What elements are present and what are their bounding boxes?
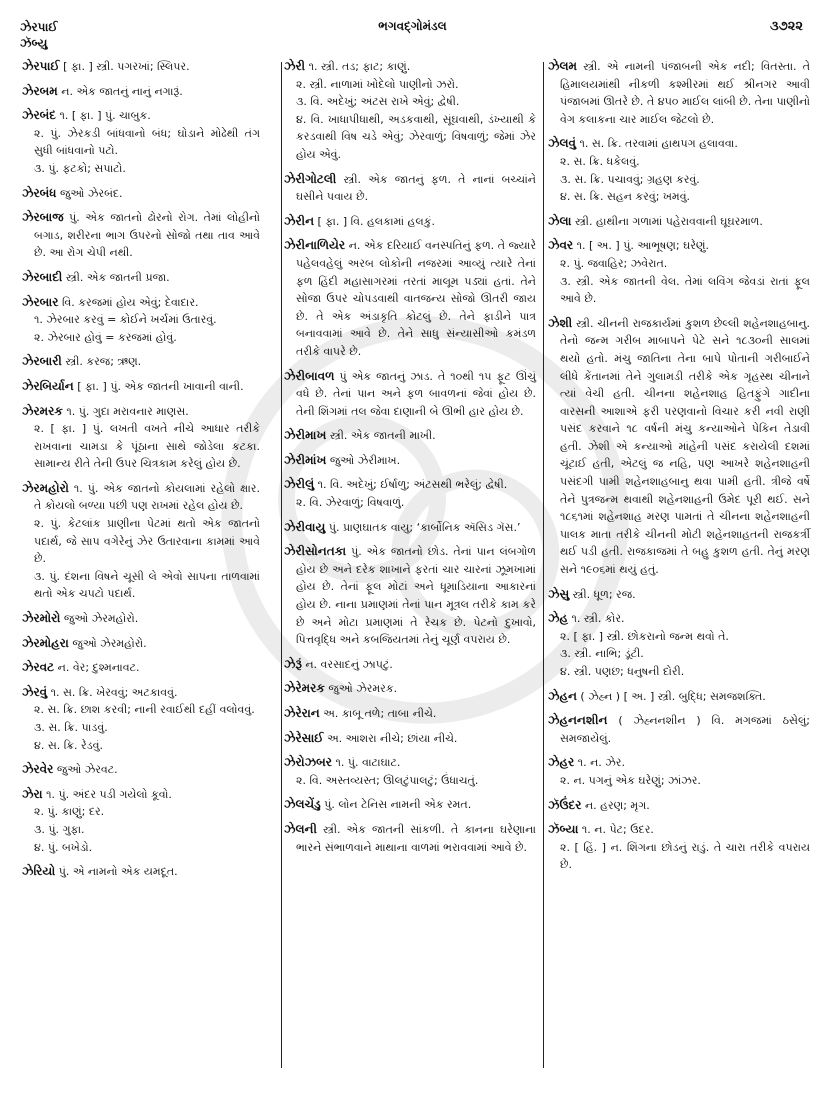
entry-text: ૩. વિ. અદેખું; અંટસ રાખે એવું; દ્વેષી. [296, 95, 460, 109]
entry-text: ૩. પું. ફટકો; સપાટો. [34, 161, 126, 175]
entry-text: સ્ત્રી. એક જાતનું ફળ. તે નાનાં બચ્ચાંને ઘસીને પવાય છે. [296, 172, 536, 204]
entry-sense [22, 568, 260, 603]
entry-sense [22, 701, 260, 719]
column-right [548, 58, 810, 881]
entry-text: ૧. વિ. અદેખું; ઈર્ષાળુ; અંટસથી ભરેલું; દ્વેષી. [317, 478, 508, 492]
entry-headword: ઝેરીગોટલી [284, 171, 337, 186]
entry-definition [548, 315, 810, 579]
entry-headword: ઝૅઉંદર [548, 797, 582, 812]
entry-text: [ ફા. ] વિ. હલકામાં હલકું. [317, 214, 435, 228]
entry-headword: ઝેરબાર [22, 294, 59, 309]
entry-headword: ઝેરબિર્યાન [22, 378, 74, 393]
entry-sense [548, 153, 810, 171]
entry-definition [548, 213, 810, 231]
page-header [0, 0, 825, 52]
entry-definition [284, 237, 536, 360]
entry-headword: ઝેસુ [548, 586, 570, 601]
entry-sense [22, 311, 260, 329]
entry-text: ૨. ઝેરબાર હોવું = કરજમાં હોવું. [34, 330, 177, 344]
entry-definition [284, 821, 536, 856]
entry-definition [284, 705, 536, 723]
entry-sense [284, 111, 536, 164]
entry-headword: ઝેરમોહરા [22, 635, 69, 650]
dictionary-entry [22, 209, 260, 262]
entry-definition [548, 58, 810, 128]
dictionary-entry [22, 294, 260, 347]
entry-text: [ ફા. ] સ્ત્રી. પગરખાં; સ્લિપર. [63, 60, 190, 73]
entry-text: વિ. કરજમાં હોય એવું; દેવાદાર. [61, 295, 199, 309]
entry-text: ૪. પું. બખેડો. [34, 840, 93, 854]
entry-definition [22, 659, 260, 677]
dictionary-entry [284, 368, 536, 421]
entry-headword: ઝેરા [22, 786, 43, 801]
entry-headword: ઝેરીમાખ [284, 428, 327, 443]
entry-headword: ઝેરીસોનતકા [284, 544, 347, 559]
entry-definition [284, 452, 536, 470]
entry-text: ન. વરસાદનું ઝાપટું. [305, 657, 393, 671]
entry-headword: ઝેવર [548, 238, 574, 253]
entry-text: સ્ત્રી. એક જાતની પ્રજા. [65, 270, 170, 284]
entry-definition [284, 427, 536, 445]
entry-definition [284, 730, 536, 748]
entry-definition [548, 586, 810, 604]
entry-definition [284, 754, 536, 772]
entry-text: ૨. પું. જવાહિર; ઝવેરાત. [560, 256, 668, 270]
entry-headword: ઝેલવું [548, 136, 576, 151]
entry-text: ૧. પું. એક જાતનો કોયલામાં રહેલો ક્ષાર. તે કોયલો બળ્યા પછી પણ રાખમાં રહેલ હોય છે. [34, 481, 260, 513]
entry-definition [284, 796, 536, 814]
entry-definition [22, 58, 260, 76]
dictionary-entry [22, 684, 260, 754]
dictionary-entry [548, 237, 810, 307]
dictionary-entry [22, 480, 260, 603]
guide-word-last: ઝૅબ્યુ [20, 36, 48, 50]
entry-definition [284, 656, 536, 674]
dictionary-entry [284, 213, 536, 231]
entry-text: ૧. પું. વાટાઘાટ. [335, 756, 401, 770]
entry-text: જુઓ ઝેરમહોરો. [72, 636, 147, 650]
entry-text: સ્ત્રી. એ નામની પંજાબની એક નદી; વિતસ્તા. તે હિમાલયમાંથી નીકળી કશ્મીરમાં થઈ શ્રીનગર આવી પંજાબમાં ઊતરે છે. તે ૪૫૦ માઈલ લાંબી છે. તેના પાણીનો વેગ કલાકના ચાર માઈલ જેટલો છે. [560, 60, 810, 126]
dictionary-entry [284, 705, 536, 723]
entry-sense [22, 329, 260, 347]
entry-sense [548, 273, 810, 308]
entry-definition [548, 610, 810, 628]
entry-headword: ઝેરબમ [22, 83, 58, 98]
entry-headword: ઝેરવેર [22, 762, 54, 777]
dictionary-entry [22, 659, 260, 677]
dictionary-entry [284, 427, 536, 445]
entry-definition [22, 378, 260, 396]
dictionary-entry [284, 730, 536, 748]
entry-definition [548, 237, 810, 255]
entry-headword: ઝેહનનશીન [548, 713, 608, 728]
dictionary-entry [284, 656, 536, 674]
entry-definition [22, 786, 260, 804]
entry-text: ૧. સ. ક્રિ. ખેરવવું; અટકાવવું. [50, 685, 178, 699]
entry-sense [548, 772, 810, 790]
dictionary-entry [548, 688, 810, 706]
entry-text: ૩. પું. ગુફા. [34, 822, 85, 836]
entry-text: ૧. [ ફા. ] પું. ચાબુક. [59, 109, 151, 123]
entry-definition [284, 368, 536, 421]
entry-text: ૩. સ. ક્રિ. પચાવવું; ગ્રહણ કરવું. [560, 172, 700, 186]
entry-headword: ઝૅબ્યા [548, 822, 579, 837]
dictionary-entry [22, 863, 260, 881]
dictionary-entry [548, 712, 810, 747]
entry-headword: ઝેરીબાવળ [284, 368, 335, 383]
entry-sense [22, 160, 260, 178]
entry-text: ૩. સ. ક્રિ. પાડવું. [34, 721, 108, 734]
dictionary-entry [22, 635, 260, 653]
entry-text: ૨. પું. કાણું; દર. [34, 805, 105, 819]
entry-text: ૨. વિ. ઝેરવાળું; વિષવાળું. [296, 496, 405, 510]
entry-sense [548, 255, 810, 273]
entry-text: ન. હરણ; મૃગ. [584, 798, 650, 812]
entry-sense [22, 125, 260, 160]
entry-definition [22, 294, 260, 312]
entry-text: પું. એ નામનો એક યમદૂત. [58, 865, 178, 879]
entry-definition [22, 863, 260, 881]
entry-text: પું. એક જાતનો ઢોરનો રોગ. તેમાં લોહીનો બગાડ, શરીરના ભાગ ઉપરનો સોજો તથા તાવ આવે છે. આ રોગ ચેપી નથી. [34, 211, 260, 260]
entry-sense [22, 420, 260, 473]
entry-sense [284, 494, 536, 512]
entry-definition [22, 635, 260, 653]
entry-sense [284, 76, 536, 94]
dictionary-entry [284, 754, 536, 789]
entry-text: પું. પ્રાણઘાતક વાયુ; ‘કાર્બોનિક ઍસિડ ગૅસ.’ [328, 520, 521, 534]
entry-headword: ઝેરબાજ [22, 210, 64, 225]
dictionary-entry [284, 519, 536, 537]
entry-definition [548, 754, 810, 772]
entry-definition [22, 480, 260, 515]
entry-text: ન. વેર; દુશ્મનાવટ. [57, 661, 140, 675]
entry-text: ૨. સ્ત્રી. નાળામાં ખોદેલો પાણીનો ઝરો. [296, 77, 459, 91]
entry-headword: ઝેરમહોરો [22, 480, 69, 495]
entry-text: અ. આશરા નીચે; છાંયા નીચે. [327, 731, 458, 745]
entry-text: ૧. [ અ. ] પું. આભૂષણ; ઘરેણું. [576, 239, 710, 253]
entry-text: સ્ત્રી. એક જાતની માખી. [329, 429, 436, 443]
entry-sense [548, 188, 810, 206]
entry-text: પું. એક જાતનો છોડ. તેનાં પાન લંબગોળ હોય છે અને દરેક શાખાને ફરતાં ચાર ચારનાં ઝૂમખામાં હોય છે. તેનાં ફૂલ મોટાં અને ધૂમાડિયાના આકારનાં હોય છે. નાના પ્રમાણમાં તેનાં પાન મૂત્રલ તરીકે કામ કરે છે અને મોટા પ્રમાણમાં તે રેચક છે. પેટનો દુખાવો, પિત્તવૃદ્ધિ અને કબજિયતમાં તેનું ચૂર્ણ વપરાય છે. [296, 545, 536, 647]
dictionary-entry [548, 754, 810, 789]
entry-headword: ઝેરીલું [284, 477, 315, 492]
entry-text: ૨. [ હિં. ] ન. શિંગના છોડનું રાડું. તે ચારા તરીકે વપરાય છે. [560, 840, 810, 872]
dictionary-entry [22, 786, 260, 856]
entry-headword: ઝેરી [284, 59, 306, 73]
entry-headword: ઝેલમ [548, 59, 577, 73]
entry-headword: ઝેરબાદી [22, 269, 63, 284]
dictionary-entry [548, 797, 810, 815]
dictionary-entry [22, 610, 260, 628]
entry-headword: ઝેલા [548, 213, 572, 228]
entry-text: ૨. [ ફા. ] પું. લખતી વખતે નીચે આધાર તરીકે રાખવાના ચામડા કે પૂંઠાના સાથે જોડેલા કટકા. સામાન્ય રીતે તેની ઉપર ચિત્રકામ કરેલું હોય છે. [34, 422, 260, 471]
entry-sense [548, 628, 810, 646]
guide-word-first: ઝેરપાઈ [20, 20, 58, 34]
entry-text: ૧. પું. અંદર પડી ગયેલો કૂવો. [46, 787, 172, 801]
entry-headword: ઝેરબારી [22, 354, 62, 369]
entry-definition [548, 821, 810, 839]
dictionary-entry [22, 761, 260, 779]
entry-text: ન. એક જાતનું નાનું નગારૂં. [61, 84, 183, 98]
entry-headword: ઝેશી [548, 315, 573, 330]
entry-text: ન. એક દરિયાઈ વનસ્પતિનું ફળ. તે જ્યારે પહેલવહેલું અરબ લોકોની નજરમાં આવ્યું ત્યારે તેનાં ફળ હિંદી મહાસાગરમાં તરતાં માલૂમ પડ્યાં હતાં. તેને સોજા ઉપર ચોપડવાથી વાતજન્ય સોજો ઊતરી જાય છે. તે એક અંડાકૃતિ કોટલું છે. તેને ફાડીને પાત્ર બનાવવામાં આવે છે. તેને સાધુ સંન્યાસીઓ કમંડળ તરીકે વાપરે છે. [296, 239, 537, 358]
entry-text: પું એક જાતનું ઝાડ. તે ૧૦થી ૧૫ ફૂટ ઊંચું વધે છે. તેનાં પાન અને ફળ બાવળનાં જેવાં હોય છે. તેની શિંગમાં તલ જેવા દાણાની બે ઊભી હાર હોય છે. [296, 369, 536, 418]
dictionary-entry [548, 821, 810, 874]
dictionary-entry [548, 610, 810, 680]
entry-headword: ઝેહ [548, 611, 568, 626]
column-divider [543, 62, 544, 1068]
entry-sense [548, 663, 810, 681]
entry-definition [284, 58, 536, 76]
entry-text: જુઓ ઝેરમરક. [328, 682, 398, 696]
entry-sense [548, 645, 810, 663]
dictionary-entry [284, 796, 536, 814]
entry-headword: ઝેરૂં [284, 656, 302, 671]
entry-sense [548, 171, 810, 189]
entry-definition [22, 107, 260, 125]
entry-text: ૨. ન. પગનું એક ઘરેણું; ઝાંઝર. [560, 773, 701, 787]
entry-definition [22, 684, 260, 702]
entry-headword: ઝેરમરક [22, 403, 63, 418]
entry-text: [ ફા. ] પું. એક જાતની ખાવાની વાની. [77, 379, 244, 393]
dictionary-entry [22, 403, 260, 473]
entry-headword: ઝેહર [548, 755, 575, 770]
entry-sense [22, 821, 260, 839]
entry-headword: ઝેરવટ [22, 660, 55, 675]
entry-definition [284, 213, 536, 231]
entry-text: ૧. સ્ત્રી. તડ; ફાટ; કાણું. [308, 60, 411, 73]
entry-headword: ઝેરોઝબર [284, 755, 332, 770]
entry-definition [22, 353, 260, 371]
dictionary-entry [548, 213, 810, 231]
entry-text: ૧. ન. ઝેર. [577, 756, 625, 770]
dictionary-entry [284, 543, 536, 649]
entry-text: સ્ત્રી. ધૂળ; રજ. [572, 587, 636, 601]
entry-headword: ઝેરબંદ [22, 108, 56, 123]
entry-text: ૧. ઝેરબાર કરવું = કોઈને ખર્ચમાં ઉતારવું. [34, 313, 217, 327]
entry-headword: ઝેરીન [284, 213, 315, 228]
dictionary-entry [22, 269, 260, 287]
entry-text: ૨. પું. ઝેરકડી બાંધવાનો બંધ; ઘોડાને મોઢેથી તંગ સુધી બાંધવાનો પટો. [34, 126, 260, 158]
entry-definition [548, 797, 810, 815]
dictionary-entry [22, 58, 260, 76]
dictionary-entry [284, 58, 536, 164]
dictionary-entry [22, 83, 260, 101]
entry-text: ૪. સ. ક્રિ. સહન કરવું; ખમવું. [560, 190, 691, 204]
entry-text: ૨. સ. ક્રિ. ધકેલવું. [560, 154, 640, 168]
entry-text: ૨. પું. કેટલાંક પ્રાણીના પેટમાં થતો એક જાતનો પદાર્થ, જે સાપ વગેરેનું ઝેર ઉતારવાના કામમાં આવે છે. [34, 517, 260, 566]
entry-text: ૨. વિ. અસ્તવ્યસ્ત; ઊલટુંપાલટું; ઉંધાચતું. [296, 773, 479, 787]
entry-definition [284, 543, 536, 649]
entry-text: જુઓ ઝેરબંદ. [60, 186, 123, 200]
entry-sense [284, 772, 536, 790]
dictionary-title: ભગવદ્ગોમંડલ [378, 19, 447, 33]
entry-headword: ઝેરવું [22, 684, 48, 699]
entry-headword: ઝેરીમાંખ [284, 452, 327, 467]
entry-headword: ઝેરમોરો [22, 611, 61, 626]
entry-definition [548, 688, 810, 706]
entry-definition [284, 171, 536, 206]
entry-text: અ. કાબૂ તળે; તાબા નીચે. [323, 707, 437, 720]
entry-text: ૩. સ્ત્રી. એક જાતની વેલ. તેમાં લવિંગ જેવડાં રાતાં ફૂલ આવે છે. [560, 274, 810, 306]
entry-text: ૧. સ્ત્રી. કોર. [571, 612, 625, 626]
dictionary-entry [22, 107, 260, 177]
entry-definition [22, 209, 260, 262]
entry-text: ૧. ન. પેટ; ઉદર. [581, 823, 654, 837]
entry-sense [22, 719, 260, 737]
dictionary-entry [284, 476, 536, 511]
dictionary-entry [284, 452, 536, 470]
dictionary-entry [284, 680, 536, 698]
entry-text: જુઓ ઝેરવટ. [56, 763, 118, 777]
column-divider [281, 62, 282, 1068]
entry-definition [548, 712, 810, 747]
entry-text: ૨. સ. ક્રિ. છાશ કરવી; નાની રવાઈથી દહીં વલોવવું. [34, 703, 255, 717]
entry-text: ૩. પું. દંશના વિષને ચૂસી લે એવો સાપના તાળવામાં થતો એક ચપટો પદાર્થ. [34, 569, 260, 601]
entry-definition [284, 680, 536, 698]
entry-text: ૨. [ ફા. ] સ્ત્રી. છોકરાનો જન્મ થવો તે. [560, 629, 729, 643]
entry-text: ૧. પું. ગુદા મરાવનાર માણસ. [66, 404, 189, 418]
entry-sense [284, 93, 536, 111]
column-left [22, 58, 260, 888]
entry-definition [22, 403, 260, 421]
entry-text: જુઓ ઝેરમહોરો. [63, 612, 139, 626]
entry-text: સ્ત્રી. કરજ; ઋણ. [65, 355, 142, 369]
dictionary-entry [284, 237, 536, 360]
entry-text: ૪. સ. ક્રિ. રેડવું. [34, 738, 104, 752]
entry-headword: ઝેરેમરક [284, 681, 325, 696]
entry-text: સ્ત્રી. ચીનની રાજકાર્યમાં કુશળ છેલ્લી શહેનશાહબાનુ. તેનો જન્મ ગરીબ માબાપને પેટે સને ૧૮૩૦ની સાલમાં થયો હતો. મંચુ જાતિના તેના બાપે પોતાની ગરીબાઈને લીધે કેંતાનમાં તેને ગુલામડી તરીકે એક ગૃહસ્થ ચીનાને ત્યાં વેચી હતી. ચીનના શહેનશાહ હિતફુંગે ગાદીના વારસની આશાએ ફરી પરણવાનો વિચાર કરી નવી રાણી પસંદ કરવાને ૧૮ વર્ષની મંચુ કન્યાઓને પેકિન તેડાવી હતી. ઝેશી એ કન્યાઓ માંહેની પસંદ કરાયેલી દશમાં ચૂંટાઈ હતી, એટલું જ નહિ, પણ આખરે શહેનશાહની પસંદગી પામી શહેનશાહબાનુ થવા પામી હતી. ત્રીજે વર્ષે તેને પુત્રજન્મ થવાથી શહેનશાહની ઉમેદ પૂરી થઈ. સને ૧૮૬૧માં શહેનશાહ મરણ પામતાં તે ચીનના શહેનશાહની પાલક માતા તરીકે ચીનની મોટી શહેનશાહતની રાજકર્ત્રી થઈ પડી હતી. રાજકાજમાં તે બહુ કુશળ હતી. તેનું મરણ સને ૧૯૦૬માં થયું હતું. [560, 316, 810, 577]
entry-definition [22, 185, 260, 203]
dictionary-entry [22, 378, 260, 396]
entry-headword: ઝેરેરાન [284, 706, 320, 720]
entry-definition [22, 610, 260, 628]
entry-text: ( ઝેહ્નનશીન ) વિ. મગજમાં ઠસેલું; સમજાયેલું. [560, 714, 810, 745]
dictionary-entry [548, 586, 810, 604]
entry-text: ૪. વિ. ખાધાપીધાથી, અડકવાથી, સૂંઘવાથી, ડંખ્યાથી કે કરડવાથી વિષ ચડે એવું; ઝેરવાળું; વિષવાળું; જેમાં ઝેર હોય એવું. [296, 112, 536, 161]
entry-sense [22, 839, 260, 857]
entry-text: ૩. સ્ત્રી. નાભિ; ડૂંટી. [560, 647, 644, 661]
dictionary-entry [548, 315, 810, 579]
entry-text: જુઓ ઝેરીમાખ. [329, 453, 401, 467]
entry-sense [22, 515, 260, 568]
entry-sense [22, 803, 260, 821]
entry-definition [22, 269, 260, 287]
entry-sense [548, 839, 810, 874]
entry-headword: ઝેરબંધ [22, 185, 57, 200]
entry-text: ૧. સ. ક્રિ. તરવામાં હાથપગ હલાવવા. [579, 137, 738, 151]
entry-definition [22, 83, 260, 101]
entry-text: ( ઝેહ્ન ) [ અ. ] સ્ત્રી. બુદ્ધિ; સમજશક્તિ. [580, 689, 766, 703]
dictionary-entry [284, 821, 536, 856]
entry-text: સ્ત્રી. હાથીના ગળામાં પહેરાવવાની ઘૂઘરમાળ. [574, 214, 763, 228]
entry-headword: ઝેરીનાળિયેર [284, 238, 346, 253]
entry-definition [22, 761, 260, 779]
dictionary-entry [22, 353, 260, 371]
entry-text: ૪. સ્ત્રી. પણછ; ધનુષની દોરી. [560, 665, 685, 678]
dictionary-entry [548, 135, 810, 205]
dictionary-entry [284, 171, 536, 206]
entry-text: પું. લોન ટેનિસ નામની એક રમત. [324, 798, 472, 812]
entry-definition [284, 476, 536, 494]
entry-headword: ઝેહન [548, 688, 577, 703]
entry-headword: ઝેરિયો [22, 864, 56, 879]
column-middle [284, 58, 536, 863]
entry-headword: ઝેરીવાયુ [284, 519, 326, 534]
entry-definition [548, 135, 810, 153]
entry-definition [284, 519, 536, 537]
entry-sense [22, 737, 260, 755]
entry-headword: ઝેરપાઈ [22, 59, 60, 73]
dictionary-entry [548, 58, 810, 128]
entry-text: સ્ત્રી. એક જાતની સાંકળી. તે કાનના ઘરેણાના ભારને સંભાળવાને માથાના વાળમાં ભરાવવામાં આવે છે. [296, 822, 536, 854]
entry-headword: ઝેલની [284, 821, 317, 836]
entry-headword: ઝેરેસાઈ [284, 730, 324, 745]
entry-headword: ઝેલચેંડુ [284, 797, 321, 812]
page-number: ૩૭૨૨ [770, 19, 803, 34]
dictionary-entry [22, 185, 260, 203]
